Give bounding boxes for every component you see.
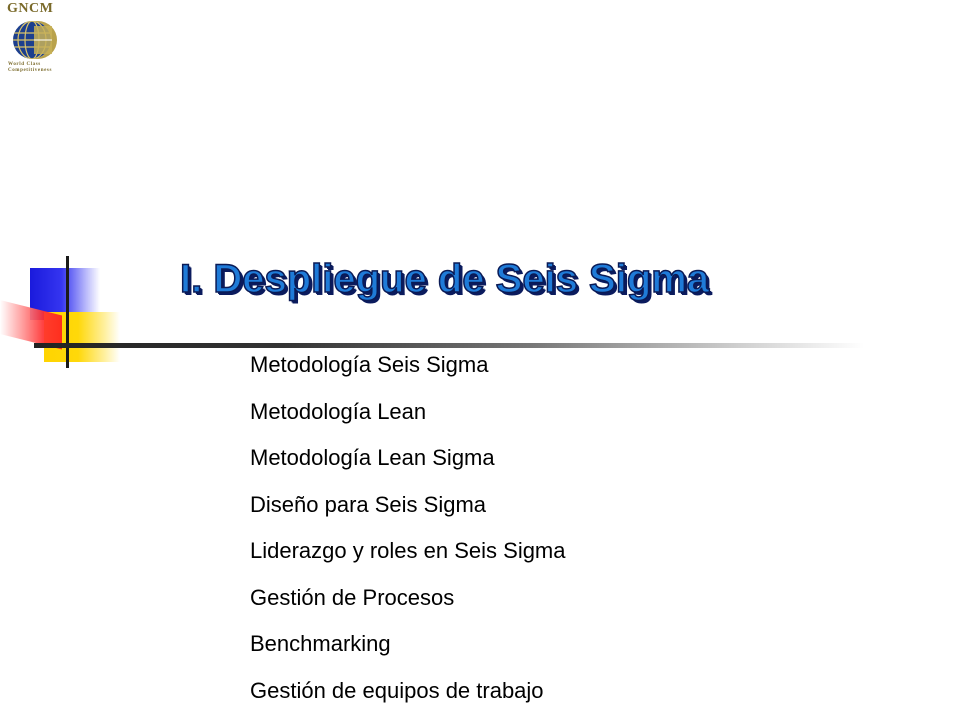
list-item: Gestión de equipos de trabajo — [250, 677, 544, 703]
topic-list — [250, 342, 566, 714]
vertical-divider — [66, 256, 69, 368]
logo-tagline-2: Competitiveness — [8, 68, 52, 73]
company-logo — [4, 0, 64, 80]
list-item: Metodología Lean Sigma — [250, 445, 495, 470]
list-item: Benchmarking — [250, 631, 391, 656]
list-item: Metodología Lean — [250, 398, 427, 424]
list-item: Liderazgo y roles en Seis Sigma — [250, 538, 566, 563]
slide-title: I. Despliegue de Seis Sigma — [180, 257, 710, 301]
globe-icon — [4, 18, 64, 62]
title-decoration — [0, 250, 140, 370]
list-item: Diseño para Seis Sigma — [250, 491, 487, 517]
list-item: Metodología Seis Sigma — [250, 352, 489, 377]
logo-wordmark: GNCM — [7, 1, 54, 16]
logo-tagline-1: World Class — [8, 62, 41, 67]
list-item: Gestión de Procesos — [250, 584, 455, 610]
